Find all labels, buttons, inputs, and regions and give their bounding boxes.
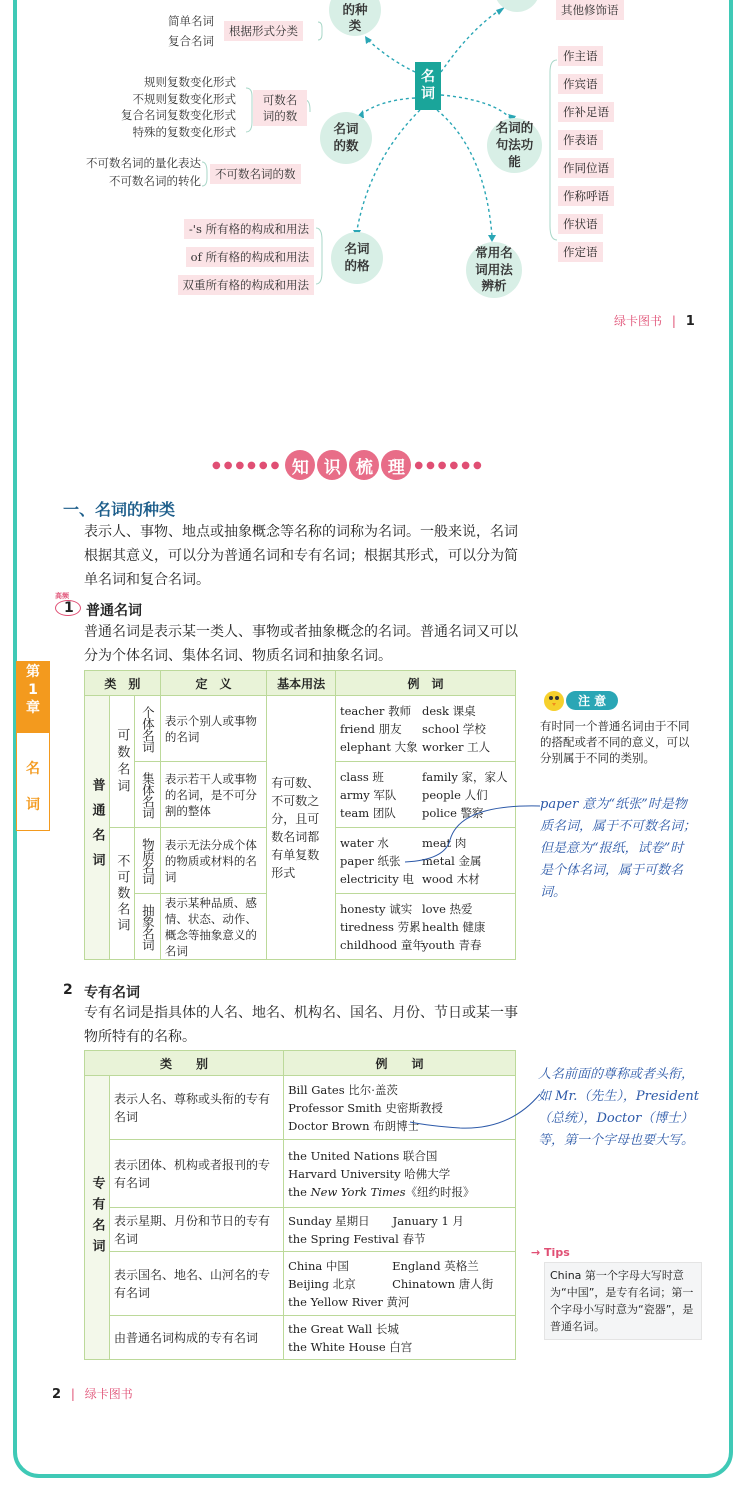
section-banner xyxy=(212,450,552,480)
proper-noun-number: 2 xyxy=(63,982,73,998)
label-compound-noun: 复合名词 xyxy=(168,34,214,48)
banner-title xyxy=(285,450,411,480)
th2-category: 类 别 xyxy=(85,1051,284,1076)
high-frequency-badge: 高频 xyxy=(55,592,69,600)
node-noun-possessive: 名词的格 xyxy=(331,232,383,284)
label-uncount-convert: 不可数名词的转化 xyxy=(109,174,201,188)
examples-individual: teacher 教师 desk 课桌 friend 朋友 school 学校 elephant 大象 worker 工人 xyxy=(335,696,515,762)
page2-footer xyxy=(52,1385,133,1402)
page-number: 2 xyxy=(52,1387,62,1402)
proper-noun-heading: 专有名词 xyxy=(84,985,140,1001)
chapter-suffix: 章 xyxy=(26,700,40,716)
box-possessive-s: -'s 所有格的构成和用法 xyxy=(184,219,314,239)
box-other-modifiers: 其他修饰语 xyxy=(556,0,624,20)
node-center-noun: 名词 xyxy=(415,62,441,110)
box-possessive-double: 双重所有格的构成和用法 xyxy=(178,275,315,295)
box-possessive-of: of 所有格的构成和用法 xyxy=(186,247,314,267)
def-material: 表示无法分成个体的物质或材料的名词 xyxy=(160,828,266,894)
syntax-item: 作宾语 xyxy=(558,74,603,94)
th-examples: 例 词 xyxy=(335,671,515,696)
footer-brand: 绿卡图书 xyxy=(614,314,663,328)
common-noun-heading: 普通名词 xyxy=(86,603,142,619)
syntax-item: 作同位语 xyxy=(558,158,614,178)
examples-organization: the United Nations 联合国 Harvard University 哈佛大学 the New York Times《纽约时报》 xyxy=(284,1140,516,1208)
examples-abstract: honesty 诚实 love 热爱 tiredness 劳累health 健康 childhood 童年youth 青春 xyxy=(335,894,515,960)
examples-date: Sunday 星期日 January 1 月 the Spring Festival 春节 xyxy=(284,1208,516,1252)
def-individual: 表示个别人或事物的名词 xyxy=(160,696,266,762)
banner-dots-left: ●●●●●● xyxy=(212,459,283,471)
type-collective: 集体名词 xyxy=(134,762,160,828)
def-abstract: 表示某种品质、感情、状态、动作、概念等抽象意义的名词 xyxy=(160,894,266,960)
chapter-prefix: 第 xyxy=(26,664,40,680)
label-uncount-quantity: 不可数名词的量化表达 xyxy=(86,156,201,170)
proper-noun-text: 专有名词是指具体的人名、地名、机构名、国名、月份、节日或某一事物所特有的名称。 xyxy=(84,1005,518,1045)
chapter-label xyxy=(16,661,50,733)
th-category: 类 别 xyxy=(85,671,161,696)
label-special-plural: 特殊的复数变化形式 xyxy=(132,125,236,139)
box-uncountable-number: 不可数名词的数 xyxy=(210,164,301,184)
box-countable-number: 可数名词的数 xyxy=(253,90,307,126)
section-heading: 一、名词的种类 xyxy=(63,500,176,519)
label-simple-noun: 简单名词 xyxy=(168,14,214,28)
handwritten-note-paper: paper 意为“纸张”时是物质名词，属于不可数名词；但是意为“报纸，试卷”时是个体名词，属于可数名词。 xyxy=(540,797,697,900)
th-usage: 基本用法 xyxy=(267,671,336,696)
page1-footer xyxy=(614,312,695,329)
page-number: 1 xyxy=(685,314,695,329)
tips-box: China 第一个字母大写时意为“中国”，是专有名词；第一个字母小写时意为“瓷器”，是普通名词。 xyxy=(544,1262,702,1340)
common-noun-text: 普通名词是表示某一类人、事物或者抽象概念的名词。普通名词又可以分为个体名词、集体名词、物质名词和抽象名词。 xyxy=(84,624,518,664)
note-header xyxy=(540,686,700,714)
handnote2-connector xyxy=(400,1090,550,1140)
note-text: 有时同一个普通名词由于不同的搭配或者不同的意义，可以分别属于不同的类别。 xyxy=(540,719,690,765)
type-abstract: 抽象名词 xyxy=(134,894,160,960)
group-proper: 专有名词 xyxy=(85,1076,110,1360)
note-box xyxy=(540,686,700,766)
footer-separator: | xyxy=(671,314,676,328)
def-collective: 表示若干人或事物的名词，是不可分割的整体 xyxy=(160,762,266,828)
examples-place: China 中国 England 英格兰 Beijing 北京 Chinatown 唐人街 the Yellow River 黄河 xyxy=(284,1252,516,1316)
label-regular-plural: 规则复数变化形式 xyxy=(144,75,236,89)
banner-dots-right: ●●●●●● xyxy=(414,459,485,471)
chapter-tab xyxy=(16,661,50,831)
node-noun-types: 的种类 xyxy=(329,0,381,36)
group-countable: 可数名词 xyxy=(109,696,134,828)
examples-person: Bill Gates 比尔·盖茨 Professor Smith 史密斯教授 Doctor Brown 布朗博士 xyxy=(284,1076,516,1140)
chapter-number: 1 xyxy=(28,682,38,698)
node-noun-number: 名词的数 xyxy=(320,112,372,164)
banner-char: 梳 xyxy=(349,450,379,480)
banner-char: 知 xyxy=(285,450,315,480)
th-definition: 定 义 xyxy=(160,671,266,696)
group-common: 普通名词 xyxy=(85,696,110,960)
syntax-item: 作主语 xyxy=(558,46,603,66)
banner-char: 识 xyxy=(317,450,347,480)
syntax-list xyxy=(558,46,614,270)
syntax-item: 作表语 xyxy=(558,130,603,150)
examples-common-derived: the Great Wall 长城 the White House 白宫 xyxy=(284,1316,516,1360)
group-uncountable: 不可数名词 xyxy=(109,828,134,960)
node-noun-usage: 常用名词用法辨析 xyxy=(466,242,522,298)
note-title: 注 意 xyxy=(566,691,618,710)
syntax-item: 作定语 xyxy=(558,242,603,262)
handnote-connector xyxy=(400,800,550,870)
handwritten-note-titles: 人名前面的尊称或者头衔，如 Mr.（先生），President（总统），Doctor（博士）等，第一个字母也要大写。 xyxy=(538,1067,699,1148)
banner-char: 理 xyxy=(381,450,411,480)
type-individual: 个体名词 xyxy=(134,696,160,762)
syntax-item: 作补足语 xyxy=(558,102,614,122)
examples-material: water 水 meat 肉 paper 纸张 metal 金属 electricity 电 wood 木材 xyxy=(335,828,515,894)
footer-separator: | xyxy=(70,1387,75,1401)
usage-cell: 有可数、不可数之分，且可数名词都有单复数形式 xyxy=(267,696,336,960)
cat-person: 表示人名、尊称或头衔的专有名词 xyxy=(109,1076,283,1140)
label-irregular-plural: 不规则复数变化形式 xyxy=(132,92,236,106)
chick-icon xyxy=(540,686,568,714)
node-noun-syntax: 名词的句法功能 xyxy=(487,118,542,173)
footer-brand: 绿卡图书 xyxy=(84,1387,133,1401)
topic-char-1: 名 xyxy=(26,761,40,777)
tips-heading: → Tips xyxy=(531,1246,570,1259)
topic-char-2: 词 xyxy=(26,797,40,813)
common-noun-number: 1 xyxy=(64,600,74,616)
chapter-topic xyxy=(16,733,50,831)
cat-date: 表示星期、月份和节日的专有名词 xyxy=(109,1208,283,1252)
th2-examples: 例 词 xyxy=(284,1051,516,1076)
cat-place: 表示国名、地名、山河名的专有名词 xyxy=(109,1252,283,1316)
label-compound-plural: 复合名词复数变化形式 xyxy=(121,108,236,122)
examples-collective: class 班 family 家，家人 army 军队 people 人们 team 团队 police 警察 xyxy=(335,762,515,828)
section-intro: 表示人、事物、地点或抽象概念等名称的词称为名词。一般来说，名词根据其意义，可以分为普通名词和专有名词；根据其形式，可以分为简单名词和复合名词。 xyxy=(84,524,518,588)
arrow-right-icon: → xyxy=(531,1246,545,1259)
box-by-form: 根据形式分类 xyxy=(224,21,303,41)
type-material: 物质名词 xyxy=(134,828,160,894)
syntax-item: 作称呼语 xyxy=(558,186,614,206)
syntax-item: 作状语 xyxy=(558,214,603,234)
cat-common-derived: 由普通名词构成的专有名词 xyxy=(109,1316,283,1360)
cat-organization: 表示团体、机构或者报刊的专有名词 xyxy=(109,1140,283,1208)
